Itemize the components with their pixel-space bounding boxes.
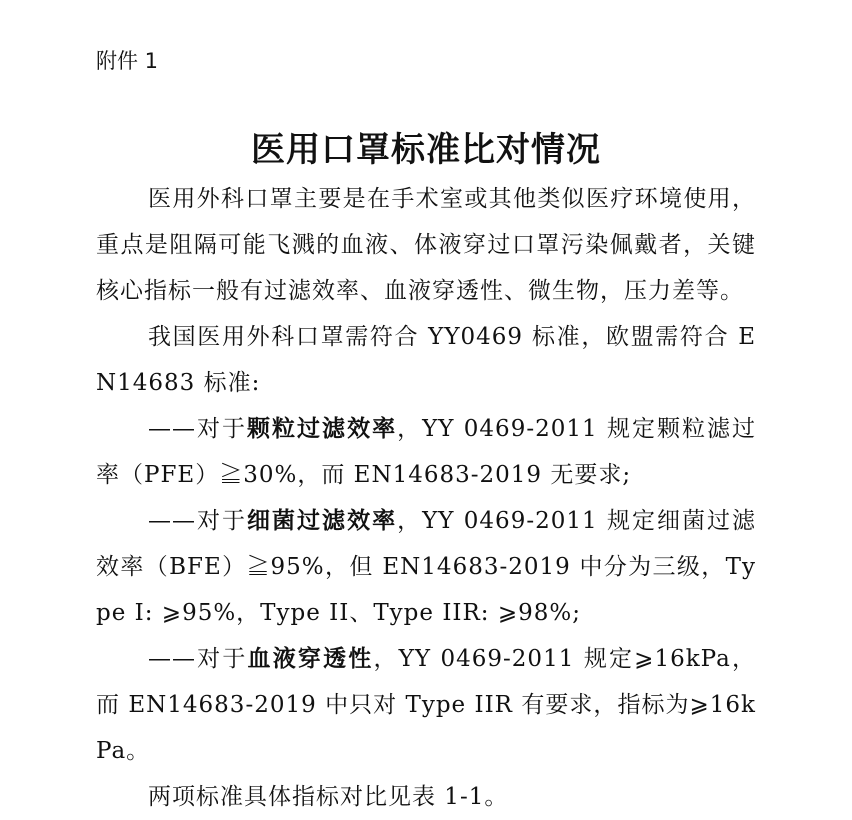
document-title: 医用口罩标准比对情况: [251, 130, 601, 170]
comparison-paragraph: 两项标准具体指标对比见表 1-1。: [148, 784, 509, 810]
attachment-label: 附件 1: [96, 49, 159, 73]
standards-paragraph: 我国医用外科口罩需符合 YY0469 标准，欧盟需符合 EN14683 标准:: [96, 324, 756, 396]
intro-paragraph: 医用外科口罩主要是在手术室或其他类似医疗环境使用，重点是阻隔可能飞溅的血液、体液穿过口罩污染佩戴者，关键核心指标一般有过滤效率、血液穿透性、微生物，压力差等。: [96, 186, 756, 304]
blood-text: ，YY 0469-2011 规定⩾16kPa， 而 EN14683-2019 中只对 Type IIR 有要求，指标为⩾16kPa。: [96, 646, 756, 764]
blood-keyword: 血液穿透性: [247, 646, 374, 672]
blood-prefix: ——对于: [148, 646, 248, 672]
pfe-item: [96, 406, 756, 498]
pfe-keyword: 颗粒过滤效率: [247, 416, 398, 442]
blood-item: [96, 636, 756, 774]
bfe-prefix: ——对于: [148, 508, 248, 534]
bfe-keyword: 细菌过滤效率: [247, 508, 398, 534]
pfe-text: ，YY 0469-2011 规定颗粒滤过率（PFE）≧30%，而 EN14683-2019 无要求;: [96, 416, 757, 488]
bfe-item: [96, 498, 756, 636]
bfe-text: ，YY 0469-2011 规定细菌过滤效率（BFE）≧95%，但 EN14683-2019 中分为三级，Type I: ⩾95%，Type II、Type IIR: ⩾98%;: [96, 508, 757, 626]
pfe-prefix: ——对于: [148, 416, 248, 442]
document-body: [96, 176, 756, 820]
